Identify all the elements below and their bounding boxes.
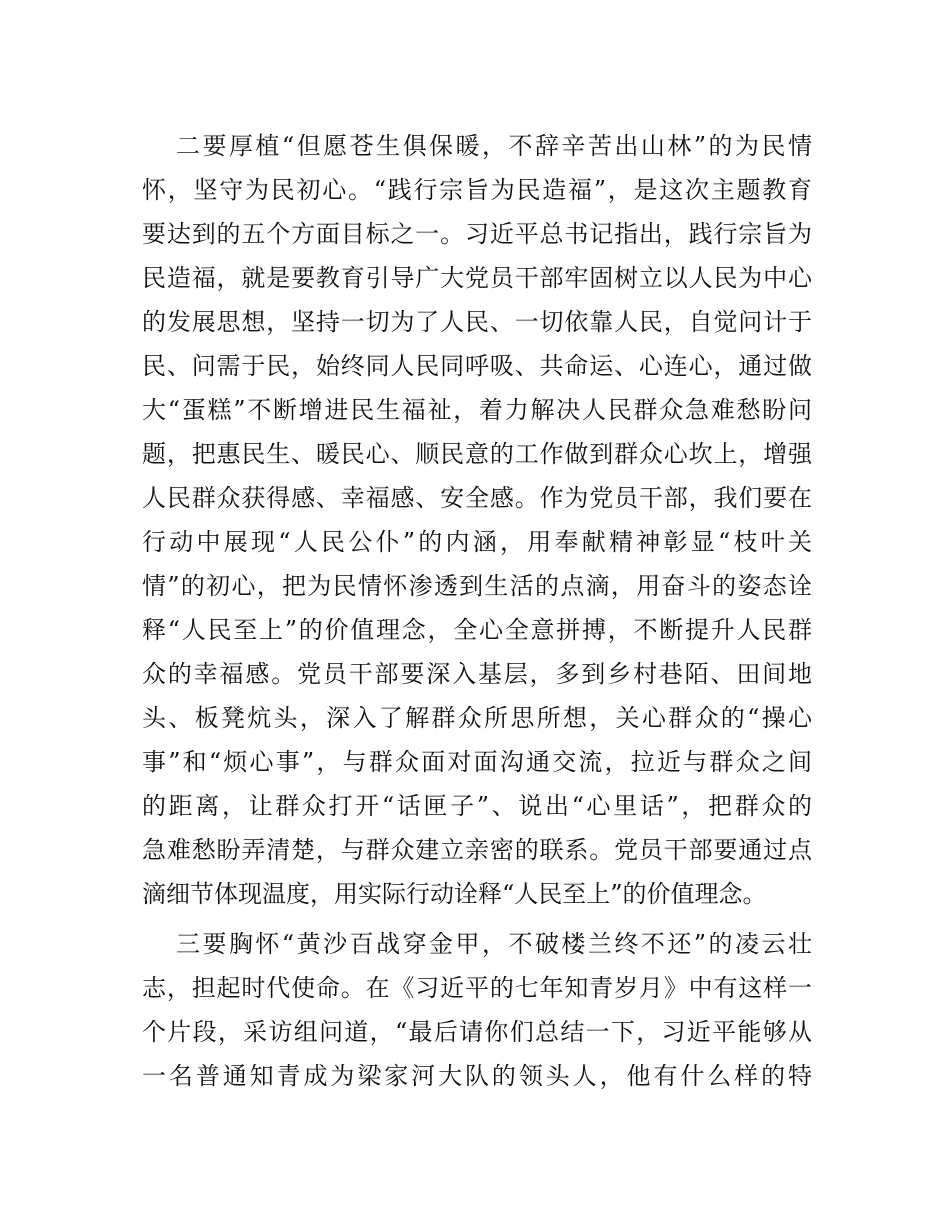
paragraph-line: 一名普通知青成为梁家河大队的领头人，他有什么样的特: [142, 1062, 812, 1090]
paragraph-line: 的发展思想，坚持一切为了人民、一切依靠人民，自觉问计于: [142, 308, 812, 336]
paragraph-line: 志，担起时代使命。在《习近平的七年知青岁月》中有这样一: [142, 974, 812, 1002]
paragraph-line: 情”的初心，把为民情怀渗透到生活的点滴，用奋斗的姿态诠: [142, 572, 812, 600]
paragraph-line: 要达到的五个方面目标之一。习近平总书记指出，践行宗旨为: [142, 220, 812, 248]
paragraph-line: 怀，坚守为民初心。“践行宗旨为民造福”，是这次主题教育: [142, 176, 812, 204]
paragraph-line: 三要胸怀“黄沙百战穿金甲，不破楼兰终不还”的凌云壮: [176, 930, 812, 958]
paragraph-line: 大“蛋糕”不断增进民生福祉，着力解决人民群众急难愁盼问: [142, 396, 812, 424]
paragraph-line: 民、问需于民，始终同人民同呼吸、共命运、心连心，通过做: [142, 352, 812, 380]
paragraph-line: 题，把惠民生、暖民心、顺民意的工作做到群众心坎上，增强: [142, 440, 812, 468]
paragraph-line: 二要厚植“但愿苍生俱保暖，不辞辛苦出山林”的为民情: [176, 132, 812, 160]
paragraph-line: 急难愁盼弄清楚，与群众建立亲密的联系。党员干部要通过点: [142, 836, 812, 864]
document-body: [142, 124, 812, 1098]
paragraph-line: 行动中展现“人民公仆”的内涵，用奉献精神彰显“枝叶关: [142, 528, 812, 556]
paragraph-line: 众的幸福感。党员干部要深入基层，多到乡村巷陌、田间地: [142, 660, 812, 688]
paragraph-line: 的距离，让群众打开“话匣子”、说出“心里话”，把群众的: [142, 792, 812, 820]
paragraph-line: 个片段，采访组问道，“最后请你们总结一下，习近平能够从: [142, 1018, 812, 1046]
paragraph-line: 事”和“烦心事”，与群众面对面沟通交流，拉近与群众之间: [142, 748, 812, 776]
paragraph-line: 民造福，就是要教育引导广大党员干部牢固树立以人民为中心: [142, 264, 812, 292]
paragraph-1: [142, 124, 812, 916]
paragraph-line: 滴细节体现温度，用实际行动诠释“人民至上”的价值理念。: [142, 880, 767, 908]
paragraph-2: [142, 922, 812, 1098]
paragraph-line: 释“人民至上”的价值理念，全心全意拼搏，不断提升人民群: [142, 616, 812, 644]
paragraph-line: 头、板凳炕头，深入了解群众所思所想，关心群众的“操心: [142, 704, 812, 732]
paragraph-line: 人民群众获得感、幸福感、安全感。作为党员干部，我们要在: [142, 484, 812, 512]
